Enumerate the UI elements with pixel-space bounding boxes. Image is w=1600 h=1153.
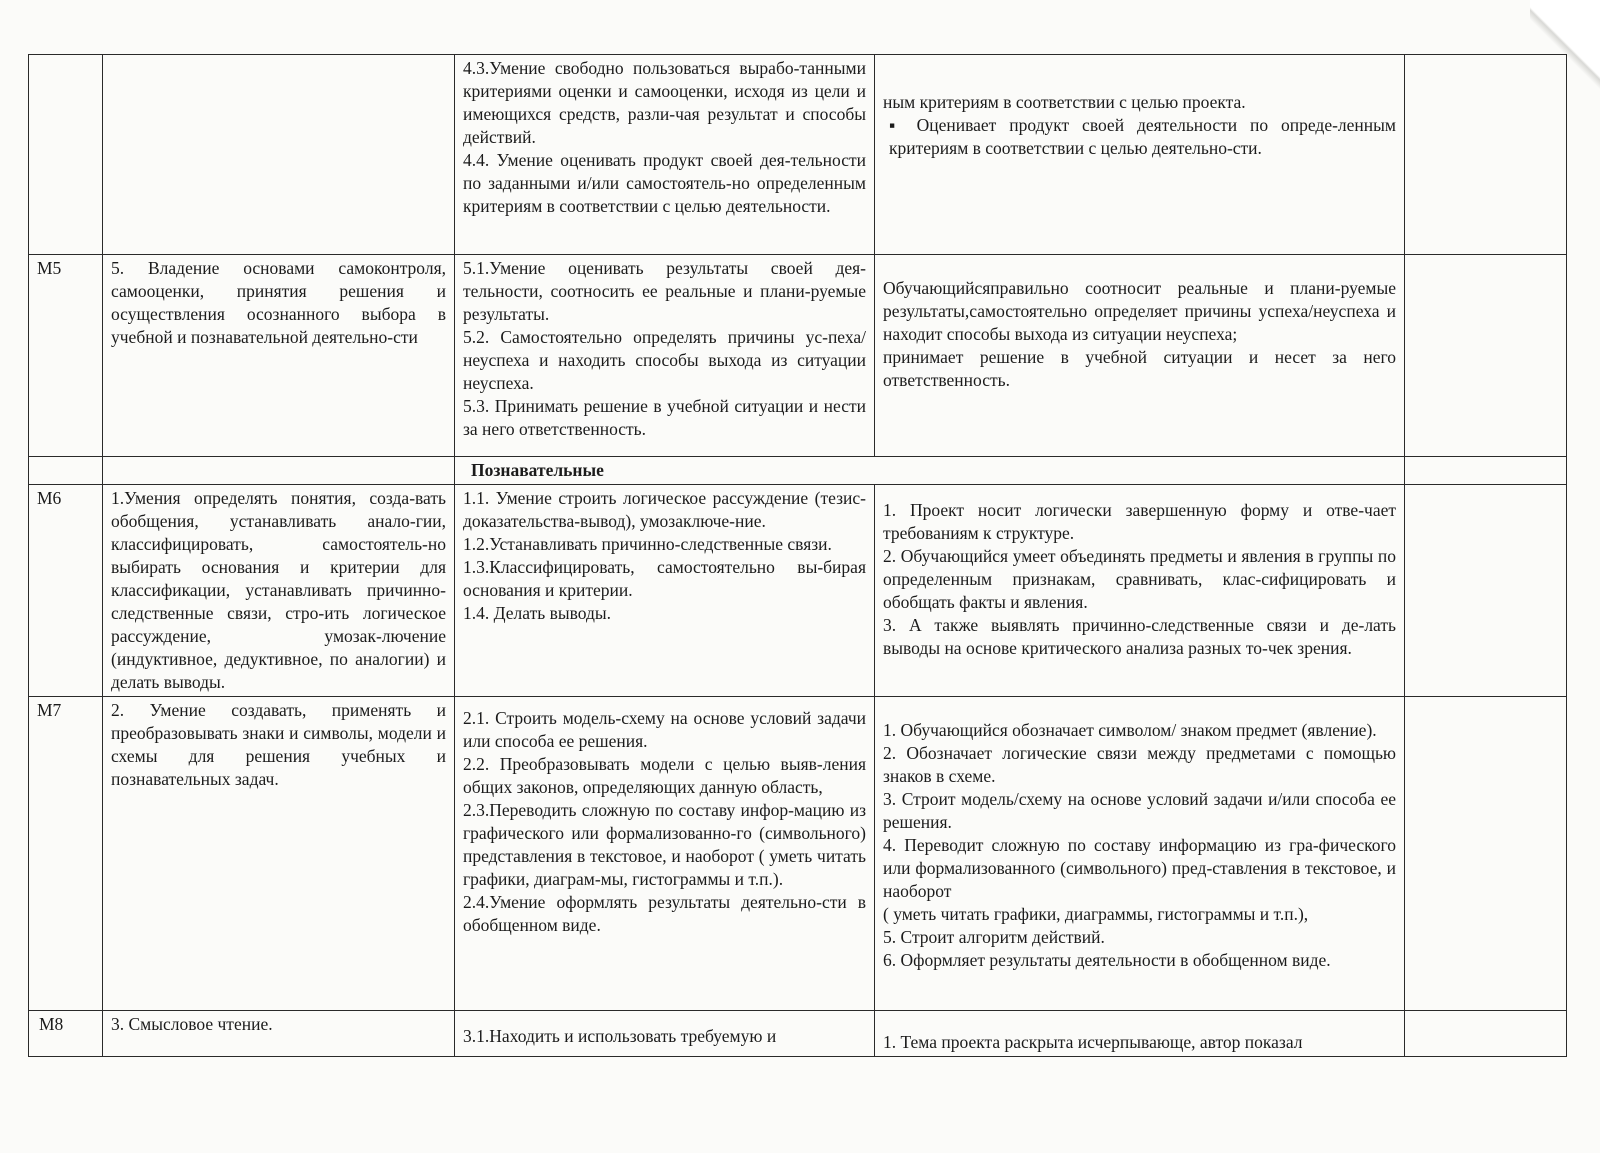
criteria-cell	[875, 485, 1405, 697]
result-cell: 2. Умение создавать, применять и преобразовывать знаки и символы, модели и схемы для решения учебных и познавательных задач.	[103, 697, 455, 1011]
result-cell: 1.Умения определять понятия, созда-вать обобщения, устанавливать анало-гии, классифицировать, самостоятель-но выбирать основания и критерии для классификации, устанавливать причинно-следственные связи, стро-ить логическое рассуждение, умозак-лючение (индуктивное, дедуктивное, по аналогии) и делать выводы.	[103, 485, 455, 697]
row-code: М6	[29, 485, 103, 697]
criteria-item: 6. Оформляет результаты деятельности в обобщенном виде.	[883, 950, 1331, 970]
empty-cell	[103, 457, 455, 485]
empty-cell	[1405, 55, 1567, 255]
row-code: М7	[29, 697, 103, 1011]
criteria-cell	[875, 55, 1405, 255]
indicator-item: 1.2.Устанавливать причинно-следственные связи.	[463, 534, 832, 554]
indicator-item: 2.1. Строить модель-схему на основе условий задачи или способа ее решения.	[463, 708, 866, 751]
table-row	[29, 485, 1567, 697]
indicator-item: 1.4. Делать выводы.	[463, 603, 612, 623]
indicator-item: 4.3.Умение свободно пользоваться вырабо-танными критериями оценки и самооценки, исходя из цели и имеющихся средств, разли-чая результат и способы действий.	[463, 58, 866, 147]
criteria-item: 1. Тема проекта раскрыта исчерпывающе, автор показал	[883, 1032, 1303, 1052]
empty-cell	[1405, 485, 1567, 697]
criteria-item: 2. Обучающийся умеет объединять предметы и явления в группы по определенным признакам, сравнивать, клас-сифицировать и обобщать факты и явления.	[883, 546, 1396, 612]
empty-cell	[1405, 255, 1567, 457]
indicator-item: 5.2. Самостоятельно определять причины ус-пеха/неуспеха и находить способы выхода из ситуации неуспеха.	[463, 327, 866, 393]
criteria-item: 3. Строит модель/схему на основе условий задачи и/или способа ее решения.	[883, 789, 1396, 832]
result-cell: 3. Смысловое чтение.	[103, 1011, 455, 1057]
criteria-item: 2. Обозначает логические связи между предметами с помощью знаков в схеме.	[883, 743, 1396, 786]
criteria-cell	[875, 1011, 1405, 1057]
indicator-item: 5.1.Умение оценивать результаты своей дея-тельности, соотносить ее реальные и плани-руемые результаты.	[463, 258, 866, 324]
result-cell: 5. Владение основами самоконтроля, самооценки, принятия решения и осуществления осознанного выбора в учебной и познавательной деятельно-сти	[103, 255, 455, 457]
indicator-item: 2.2. Преобразовывать модели с целью выяв-ления общих законов, определяющих данную область,	[463, 754, 866, 797]
criteria-cell	[875, 697, 1405, 1011]
indicators-cell	[455, 1011, 875, 1057]
empty-cell	[29, 457, 103, 485]
competency-table	[28, 54, 1567, 1057]
indicator-item: 3.1.Находить и использовать требуемую и	[463, 1026, 777, 1046]
indicator-item: 2.4.Умение оформлять результаты деятельно-сти в обобщенном виде.	[463, 892, 866, 935]
empty-cell	[1405, 1011, 1567, 1057]
criteria-item: 3. А также выявлять причинно-следственные связи и де-лать выводы на основе критического анализа разных то-чек зрения.	[883, 615, 1396, 658]
criteria-item: Обучающийсяправильно соотносит реальные и плани-руемые результаты,самостоятельно определяет причины успеха/неуспеха и находит способы выхода из ситуации неуспеха;	[883, 278, 1396, 344]
row-code: М8	[29, 1011, 103, 1057]
indicator-item: 1.1. Умение строить логическое рассуждение (тезис-доказательства-вывод), умозаключе-ние.	[463, 488, 866, 531]
criteria-item: 5. Строит алгоритм действий.	[883, 927, 1105, 947]
row-code: М5	[29, 255, 103, 457]
result-cell	[103, 55, 455, 255]
criteria-item: ▪ Оценивает продукт своей деятельности по опреде-ленным критериям в соответствии с целью деятельно-сти.	[889, 115, 1396, 158]
indicator-item: 4.4. Умение оценивать продукт своей дея-тельности по заданными и/или самостоятель-но определенным критериям в соответствии с целью деятельности.	[463, 150, 866, 216]
indicators-cell	[455, 697, 875, 1011]
empty-cell	[1405, 457, 1567, 485]
criteria-item: ным критериям в соответствии с целью проекта.	[883, 92, 1246, 112]
criteria-cell	[875, 255, 1405, 457]
indicator-item: 1.3.Классифицировать, самостоятельно вы-бирая основания и критерии.	[463, 557, 866, 600]
criteria-item: 1. Проект носит логически завершенную форму и отве-чает требованиям к структуре.	[883, 500, 1396, 543]
table-row	[29, 255, 1567, 457]
row-code	[29, 55, 103, 255]
criteria-item: 4. Переводит сложную по составу информацию из гра-фического или формализованного (символьного) пред-ставления в текстовое, и наоборот	[883, 835, 1396, 901]
indicators-cell	[455, 485, 875, 697]
table-row	[29, 697, 1567, 1011]
criteria-item: 1. Обучающийся обозначает символом/ знаком предмет (явление).	[883, 720, 1377, 740]
criteria-item: принимает решение в учебной ситуации и несет за него ответственность.	[883, 347, 1396, 390]
criteria-item: ( уметь читать графики, диаграммы, гистограммы и т.п.),	[883, 904, 1309, 924]
section-title: Познавательные	[455, 457, 1405, 485]
indicator-item: 2.3.Переводить сложную по составу инфор-мацию из графического или формализованно-го (символьного) представления в текстовое, и наоборот ( уметь читать графики, диаграм-мы, гистограммы и т.п.).	[463, 800, 866, 889]
indicators-cell	[455, 255, 875, 457]
indicators-cell	[455, 55, 875, 255]
indicator-item: 5.3. Принимать решение в учебной ситуации и нести за него ответственность.	[463, 396, 866, 439]
empty-cell	[1405, 697, 1567, 1011]
table-row	[29, 55, 1567, 255]
section-row	[29, 457, 1567, 485]
table-row	[29, 1011, 1567, 1057]
